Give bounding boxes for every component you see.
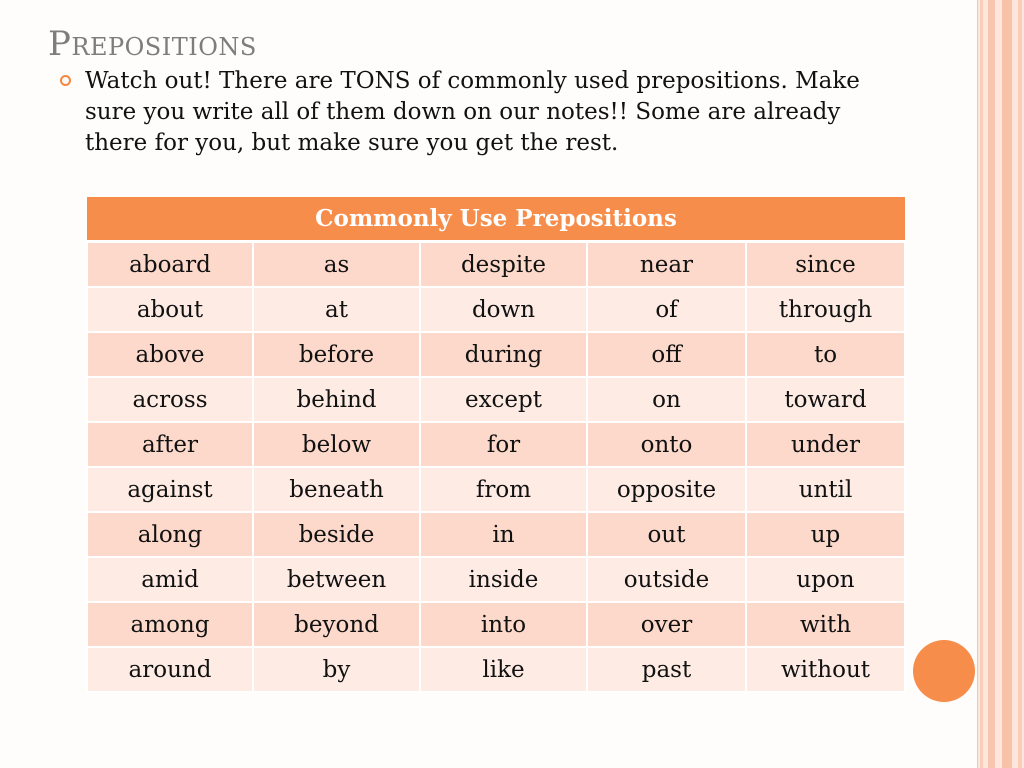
table-cell: aboard [87,242,253,288]
table-header-row [87,197,905,242]
table-cell: up [746,512,905,557]
table-cell: off [587,332,746,377]
table-cell: above [87,332,253,377]
bullet-point [60,66,870,159]
table-row [87,422,905,467]
table-cell: about [87,287,253,332]
table-row [87,242,905,288]
table-cell: under [746,422,905,467]
table-cell: from [420,467,587,512]
table-cell: out [587,512,746,557]
table-cell: between [253,557,420,602]
table-cell: upon [746,557,905,602]
table-cell: against [87,467,253,512]
table-cell: during [420,332,587,377]
decorative-stripes [978,0,1024,768]
table-cell: beside [253,512,420,557]
table-cell: in [420,512,587,557]
table-cell: until [746,467,905,512]
prepositions-table [86,197,906,693]
table-cell: opposite [587,467,746,512]
table-row [87,512,905,557]
table-cell: along [87,512,253,557]
table-cell: as [253,242,420,288]
table-cell: onto [587,422,746,467]
table-cell: near [587,242,746,288]
table-cell: among [87,602,253,647]
slide-title: Prepositions [48,24,257,64]
stripe [1002,0,1012,768]
table-row [87,332,905,377]
table-cell: inside [420,557,587,602]
table-cell: by [253,647,420,692]
table-row [87,287,905,332]
table-cell: over [587,602,746,647]
stripe [1018,0,1022,768]
table-cell: at [253,287,420,332]
table-cell: to [746,332,905,377]
table-cell: down [420,287,587,332]
table-cell: through [746,287,905,332]
table-cell: outside [587,557,746,602]
stripe [980,0,983,768]
table-cell: for [420,422,587,467]
ring-bullet-icon [60,75,71,86]
table-row [87,647,905,692]
frame-line [977,0,978,768]
table-row [87,377,905,422]
table-header: Commonly Use Prepositions [87,197,905,242]
table-cell: after [87,422,253,467]
table-cell: of [587,287,746,332]
table-cell: on [587,377,746,422]
table-cell: except [420,377,587,422]
table-cell: like [420,647,587,692]
table-cell: below [253,422,420,467]
table-row [87,557,905,602]
table-cell: toward [746,377,905,422]
table-cell: past [587,647,746,692]
table-cell: amid [87,557,253,602]
table-cell: into [420,602,587,647]
table-cell: since [746,242,905,288]
table-cell: with [746,602,905,647]
table-cell: before [253,332,420,377]
table-cell: without [746,647,905,692]
table-row [87,602,905,647]
table-cell: despite [420,242,587,288]
table-cell: beyond [253,602,420,647]
table-cell: around [87,647,253,692]
table-body [87,242,905,693]
table-cell: behind [253,377,420,422]
bullet-text: Watch out! There are TONS of commonly used prepositions. Make sure you write all of them down on our notes!! Some are already there for you, but make sure you get the rest. [85,68,860,156]
stripe [988,0,995,768]
table-cell: beneath [253,467,420,512]
orange-circle-decoration [913,640,975,702]
table-row [87,467,905,512]
table-cell: across [87,377,253,422]
